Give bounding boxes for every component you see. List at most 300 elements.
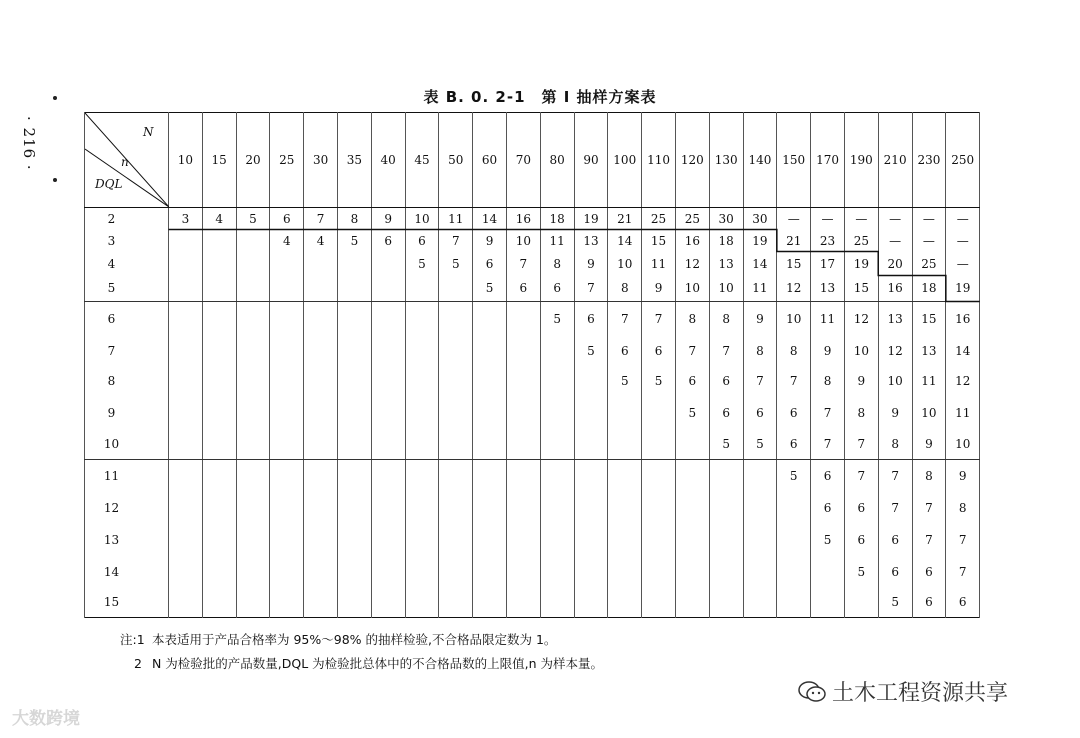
- sample-size-cell: [405, 366, 439, 396]
- sample-size-cell: 6: [777, 396, 811, 430]
- sample-size-cell: 11: [743, 276, 777, 302]
- sample-size-cell: [304, 524, 338, 556]
- sample-size-cell: 25: [912, 252, 946, 276]
- sample-size-cell: [506, 396, 540, 430]
- sample-size-cell: 13: [811, 276, 845, 302]
- dql-cell: 4: [85, 252, 169, 276]
- table-row: [85, 302, 980, 336]
- sample-size-cell: [270, 396, 304, 430]
- sample-size-cell: [473, 524, 507, 556]
- sample-size-cell: [743, 492, 777, 524]
- sample-size-cell: 4: [304, 230, 338, 252]
- column-header-n: 150: [777, 113, 811, 208]
- sample-size-cell: 8: [844, 396, 878, 430]
- sample-size-cell: [202, 556, 236, 588]
- sample-size-cell: [337, 252, 371, 276]
- sample-size-cell: [270, 430, 304, 460]
- sample-size-cell: [506, 556, 540, 588]
- sample-size-cell: [304, 252, 338, 276]
- dql-cell: 13: [85, 524, 169, 556]
- sample-size-cell: 16: [675, 230, 709, 252]
- sample-size-cell: [304, 276, 338, 302]
- sample-size-cell: [574, 588, 608, 618]
- sample-size-cell: 7: [304, 208, 338, 230]
- sample-size-cell: 6: [811, 460, 845, 492]
- sampling-plan-table: [84, 112, 980, 618]
- sample-size-cell: [777, 588, 811, 618]
- sample-size-cell: [473, 588, 507, 618]
- sample-size-cell: 9: [844, 366, 878, 396]
- sample-size-cell: 9: [946, 460, 980, 492]
- sample-size-cell: 30: [709, 208, 743, 230]
- sample-size-cell: [169, 252, 203, 276]
- sample-size-cell: [608, 396, 642, 430]
- sample-size-cell: [337, 366, 371, 396]
- sample-size-cell: [473, 366, 507, 396]
- corner-header-cell: [85, 113, 169, 208]
- sample-size-cell: 8: [337, 208, 371, 230]
- dql-cell: 2: [85, 208, 169, 230]
- sample-size-cell: [473, 556, 507, 588]
- sample-size-cell: [811, 588, 845, 618]
- sample-size-cell: 8: [946, 492, 980, 524]
- sample-size-cell: [304, 396, 338, 430]
- sample-size-cell: 5: [709, 430, 743, 460]
- dql-cell: 5: [85, 276, 169, 302]
- column-header-n: 190: [844, 113, 878, 208]
- sample-size-cell: [608, 460, 642, 492]
- sample-size-cell: [642, 492, 676, 524]
- sample-size-cell: 16: [878, 276, 912, 302]
- sample-size-cell: [506, 366, 540, 396]
- page-dot-bottom: [53, 178, 57, 182]
- column-header-n: 100: [608, 113, 642, 208]
- sample-size-cell: 9: [473, 230, 507, 252]
- sample-size-cell: 8: [777, 336, 811, 366]
- sample-size-cell: [202, 366, 236, 396]
- watermark-right: [798, 676, 1008, 707]
- sample-size-cell: [608, 492, 642, 524]
- sample-size-cell: 9: [878, 396, 912, 430]
- sample-size-cell: [169, 556, 203, 588]
- sample-size-cell: 5: [675, 396, 709, 430]
- sample-size-cell: 7: [743, 366, 777, 396]
- sample-size-cell: [506, 336, 540, 366]
- sample-size-cell: [709, 460, 743, 492]
- sample-size-cell: 5: [811, 524, 845, 556]
- sample-size-cell: [202, 230, 236, 252]
- sample-size-cell: 7: [946, 556, 980, 588]
- sample-size-cell: 9: [642, 276, 676, 302]
- sample-size-cell: —: [946, 252, 980, 276]
- sample-size-cell: 5: [574, 336, 608, 366]
- sample-size-cell: 7: [811, 430, 845, 460]
- sample-size-cell: 10: [405, 208, 439, 230]
- sample-size-cell: —: [878, 230, 912, 252]
- sample-size-cell: [169, 276, 203, 302]
- sample-size-cell: [236, 302, 270, 336]
- sample-size-cell: [405, 336, 439, 366]
- sample-size-cell: 6: [946, 588, 980, 618]
- sample-size-cell: [236, 556, 270, 588]
- sample-size-cell: [405, 396, 439, 430]
- sample-size-cell: 9: [811, 336, 845, 366]
- sample-size-cell: 3: [169, 208, 203, 230]
- sample-size-cell: 7: [777, 366, 811, 396]
- sample-size-cell: [506, 524, 540, 556]
- sample-size-cell: [506, 302, 540, 336]
- sample-size-cell: —: [946, 230, 980, 252]
- sample-size-cell: [236, 524, 270, 556]
- dql-cell: 15: [85, 588, 169, 618]
- sample-size-cell: [371, 366, 405, 396]
- sample-size-cell: [236, 396, 270, 430]
- sample-size-cell: 20: [878, 252, 912, 276]
- sample-size-cell: 4: [202, 208, 236, 230]
- sample-size-cell: [337, 556, 371, 588]
- column-header-n: 90: [574, 113, 608, 208]
- sample-size-cell: [439, 430, 473, 460]
- table-row: [85, 430, 980, 460]
- sample-size-cell: 9: [743, 302, 777, 336]
- sample-size-cell: 9: [574, 252, 608, 276]
- sample-size-cell: [506, 588, 540, 618]
- sample-size-cell: [540, 460, 574, 492]
- dql-cell: 7: [85, 336, 169, 366]
- sample-size-cell: 11: [540, 230, 574, 252]
- sample-size-cell: —: [811, 208, 845, 230]
- table-row: [85, 588, 980, 618]
- sample-size-cell: [337, 460, 371, 492]
- sample-size-cell: [675, 556, 709, 588]
- sample-size-cell: [304, 460, 338, 492]
- sample-size-cell: 7: [439, 230, 473, 252]
- column-header-n: 110: [642, 113, 676, 208]
- sample-size-cell: 10: [608, 252, 642, 276]
- dql-cell: 10: [85, 430, 169, 460]
- sample-size-cell: [439, 366, 473, 396]
- sample-size-cell: —: [878, 208, 912, 230]
- column-header-n: 170: [811, 113, 845, 208]
- sample-size-cell: 7: [878, 460, 912, 492]
- sample-size-cell: [337, 588, 371, 618]
- sample-size-cell: 6: [405, 230, 439, 252]
- sample-size-cell: [743, 460, 777, 492]
- sample-size-cell: [473, 492, 507, 524]
- sample-size-cell: 5: [608, 366, 642, 396]
- sample-size-cell: [574, 492, 608, 524]
- corner-label-n-sample: n: [121, 155, 129, 169]
- sample-size-cell: 12: [844, 302, 878, 336]
- sample-size-cell: 23: [811, 230, 845, 252]
- sample-size-cell: 4: [270, 230, 304, 252]
- sample-size-cell: [439, 302, 473, 336]
- sample-size-cell: [405, 276, 439, 302]
- sample-size-cell: 10: [912, 396, 946, 430]
- corner-label-dql: DQL: [95, 177, 123, 191]
- sample-size-cell: [675, 588, 709, 618]
- sample-size-cell: [236, 366, 270, 396]
- sample-size-cell: 25: [844, 230, 878, 252]
- table-header-row: [85, 113, 980, 208]
- note-1-number: 注:1: [120, 632, 145, 647]
- sample-size-cell: —: [946, 208, 980, 230]
- sample-size-cell: 9: [371, 208, 405, 230]
- sample-size-cell: [371, 336, 405, 366]
- sample-size-cell: [270, 524, 304, 556]
- sample-size-cell: [439, 492, 473, 524]
- sample-size-cell: [304, 588, 338, 618]
- sample-size-cell: 10: [878, 366, 912, 396]
- sample-size-cell: 15: [844, 276, 878, 302]
- sample-size-cell: [439, 336, 473, 366]
- note-2-number: 2: [134, 656, 142, 671]
- sample-size-cell: 8: [743, 336, 777, 366]
- sample-size-cell: 10: [844, 336, 878, 366]
- sample-size-cell: [169, 230, 203, 252]
- sample-size-cell: [169, 302, 203, 336]
- sample-size-cell: [202, 588, 236, 618]
- sample-size-cell: 6: [270, 208, 304, 230]
- sample-size-cell: [337, 396, 371, 430]
- sample-size-cell: —: [912, 230, 946, 252]
- sample-size-cell: [304, 336, 338, 366]
- sample-size-cell: 8: [878, 430, 912, 460]
- sample-size-cell: [743, 588, 777, 618]
- sample-size-cell: [473, 336, 507, 366]
- sample-size-cell: [811, 556, 845, 588]
- sample-size-cell: [405, 492, 439, 524]
- sample-size-cell: [236, 492, 270, 524]
- column-header-n: 250: [946, 113, 980, 208]
- sample-size-cell: [202, 430, 236, 460]
- sample-size-cell: [439, 460, 473, 492]
- sample-size-cell: 7: [878, 492, 912, 524]
- column-header-n: 35: [337, 113, 371, 208]
- dql-cell: 12: [85, 492, 169, 524]
- sample-size-cell: [337, 524, 371, 556]
- sample-size-cell: [202, 276, 236, 302]
- column-header-n: 210: [878, 113, 912, 208]
- sample-size-cell: [642, 430, 676, 460]
- sample-size-cell: [709, 524, 743, 556]
- sample-size-cell: [270, 588, 304, 618]
- sample-size-cell: [743, 556, 777, 588]
- sample-size-cell: 8: [912, 460, 946, 492]
- sample-size-cell: 7: [811, 396, 845, 430]
- sample-size-cell: 6: [540, 276, 574, 302]
- sample-size-cell: [439, 524, 473, 556]
- table-row: [85, 396, 980, 430]
- sample-size-cell: 5: [777, 460, 811, 492]
- watermark-left-text: 大数跨境: [12, 709, 80, 729]
- dql-cell: 14: [85, 556, 169, 588]
- column-header-n: 230: [912, 113, 946, 208]
- sample-size-cell: 6: [473, 252, 507, 276]
- column-header-n: 25: [270, 113, 304, 208]
- table-title: 表 B. 0. 2-1 第 Ⅰ 抽样方案表: [423, 88, 657, 106]
- sample-size-cell: 14: [473, 208, 507, 230]
- watermark-left: [12, 704, 80, 729]
- sample-size-cell: 14: [743, 252, 777, 276]
- sample-size-cell: [540, 524, 574, 556]
- sample-size-cell: 8: [811, 366, 845, 396]
- sample-size-cell: 7: [506, 252, 540, 276]
- sample-size-cell: [202, 336, 236, 366]
- sample-size-cell: 10: [946, 430, 980, 460]
- sample-size-cell: [574, 366, 608, 396]
- sample-size-cell: [337, 336, 371, 366]
- sample-size-cell: [642, 588, 676, 618]
- wechat-icon: [798, 680, 826, 704]
- sample-size-cell: [540, 336, 574, 366]
- column-header-n: 45: [405, 113, 439, 208]
- sample-size-cell: [169, 588, 203, 618]
- sample-size-cell: [574, 524, 608, 556]
- sample-size-cell: [169, 492, 203, 524]
- column-header-n: 15: [202, 113, 236, 208]
- sample-size-cell: 19: [946, 276, 980, 302]
- sample-size-cell: [371, 252, 405, 276]
- sample-size-cell: [574, 556, 608, 588]
- sample-size-cell: [270, 460, 304, 492]
- note-2-text: N 为检验批的产品数量,DQL 为检验批总体中的不合格品数的上限值,n 为样本量。: [151, 656, 604, 671]
- note-1: [120, 628, 603, 652]
- sample-size-cell: [642, 396, 676, 430]
- sample-size-cell: [473, 396, 507, 430]
- sample-size-cell: [337, 492, 371, 524]
- sample-size-cell: 10: [506, 230, 540, 252]
- sample-size-cell: [642, 556, 676, 588]
- sample-size-cell: [844, 588, 878, 618]
- column-header-n: 80: [540, 113, 574, 208]
- sample-size-cell: 6: [777, 430, 811, 460]
- column-header-n: 50: [439, 113, 473, 208]
- sample-size-cell: 7: [642, 302, 676, 336]
- sample-size-cell: 6: [506, 276, 540, 302]
- sample-size-cell: 5: [337, 230, 371, 252]
- sample-size-cell: 6: [371, 230, 405, 252]
- sample-size-cell: 5: [473, 276, 507, 302]
- watermark-right-text: 土木工程资源共享: [832, 681, 1009, 706]
- sample-size-cell: [608, 524, 642, 556]
- sample-size-cell: [371, 556, 405, 588]
- sample-size-cell: [169, 336, 203, 366]
- sample-size-cell: 13: [878, 302, 912, 336]
- sample-size-cell: [642, 460, 676, 492]
- sample-size-cell: [236, 430, 270, 460]
- sample-size-cell: [270, 556, 304, 588]
- sample-size-cell: 7: [912, 492, 946, 524]
- sample-size-cell: [169, 396, 203, 430]
- sample-size-cell: 10: [709, 276, 743, 302]
- sample-size-cell: [202, 460, 236, 492]
- sample-size-cell: [439, 276, 473, 302]
- sample-size-cell: [506, 460, 540, 492]
- sample-size-cell: [675, 492, 709, 524]
- note-1-text: 本表适用于产品合格率为 95%～98% 的抽样检验,不合格品限定数为 1。: [151, 632, 557, 647]
- sample-size-cell: 6: [844, 524, 878, 556]
- sample-size-cell: 19: [574, 208, 608, 230]
- sample-size-cell: 18: [540, 208, 574, 230]
- dql-cell: 11: [85, 460, 169, 492]
- sample-size-cell: [236, 460, 270, 492]
- sample-size-cell: 5: [878, 588, 912, 618]
- sample-size-cell: 11: [912, 366, 946, 396]
- sample-size-cell: [371, 430, 405, 460]
- sample-size-cell: [304, 366, 338, 396]
- sample-size-cell: [270, 302, 304, 336]
- sample-size-cell: 25: [642, 208, 676, 230]
- sample-size-cell: 16: [946, 302, 980, 336]
- sample-size-cell: 15: [642, 230, 676, 252]
- sample-size-cell: [709, 588, 743, 618]
- sample-size-cell: 14: [946, 336, 980, 366]
- sample-size-cell: [506, 492, 540, 524]
- table-row: [85, 208, 980, 230]
- sample-size-cell: [304, 556, 338, 588]
- sample-size-cell: 18: [912, 276, 946, 302]
- sample-size-cell: [439, 556, 473, 588]
- sample-size-cell: 14: [608, 230, 642, 252]
- sample-size-cell: [405, 556, 439, 588]
- table-row: [85, 336, 980, 366]
- dql-cell: 8: [85, 366, 169, 396]
- sample-size-cell: 6: [642, 336, 676, 366]
- sample-size-cell: [540, 556, 574, 588]
- column-header-n: 10: [169, 113, 203, 208]
- sample-size-cell: 13: [574, 230, 608, 252]
- sample-size-cell: [608, 588, 642, 618]
- sample-size-cell: 19: [743, 230, 777, 252]
- sample-size-cell: [202, 396, 236, 430]
- sample-size-cell: [270, 276, 304, 302]
- sample-size-cell: 5: [844, 556, 878, 588]
- sample-size-cell: [675, 524, 709, 556]
- column-header-n: 20: [236, 113, 270, 208]
- dql-cell: 3: [85, 230, 169, 252]
- sample-size-cell: 5: [236, 208, 270, 230]
- sample-size-cell: [337, 302, 371, 336]
- sample-size-cell: 5: [405, 252, 439, 276]
- page-number: · 216 ·: [20, 116, 38, 171]
- column-header-n: 140: [743, 113, 777, 208]
- sample-size-cell: [202, 492, 236, 524]
- sample-size-cell: —: [777, 208, 811, 230]
- dql-cell: 9: [85, 396, 169, 430]
- sample-size-cell: [473, 430, 507, 460]
- sample-size-cell: [337, 276, 371, 302]
- sample-size-cell: [169, 460, 203, 492]
- sample-size-cell: 7: [608, 302, 642, 336]
- sample-size-cell: 18: [709, 230, 743, 252]
- sample-size-cell: 11: [642, 252, 676, 276]
- sample-size-cell: [405, 430, 439, 460]
- sample-size-cell: 6: [608, 336, 642, 366]
- sample-size-cell: [236, 252, 270, 276]
- sample-size-cell: 10: [777, 302, 811, 336]
- sample-size-cell: [169, 430, 203, 460]
- sample-size-cell: 8: [709, 302, 743, 336]
- sample-size-cell: 5: [540, 302, 574, 336]
- sample-size-cell: 19: [844, 252, 878, 276]
- sample-size-cell: [371, 302, 405, 336]
- sample-size-cell: [439, 396, 473, 430]
- sample-size-cell: [236, 276, 270, 302]
- sample-size-cell: 6: [709, 396, 743, 430]
- sample-size-cell: [675, 460, 709, 492]
- sample-size-cell: 30: [743, 208, 777, 230]
